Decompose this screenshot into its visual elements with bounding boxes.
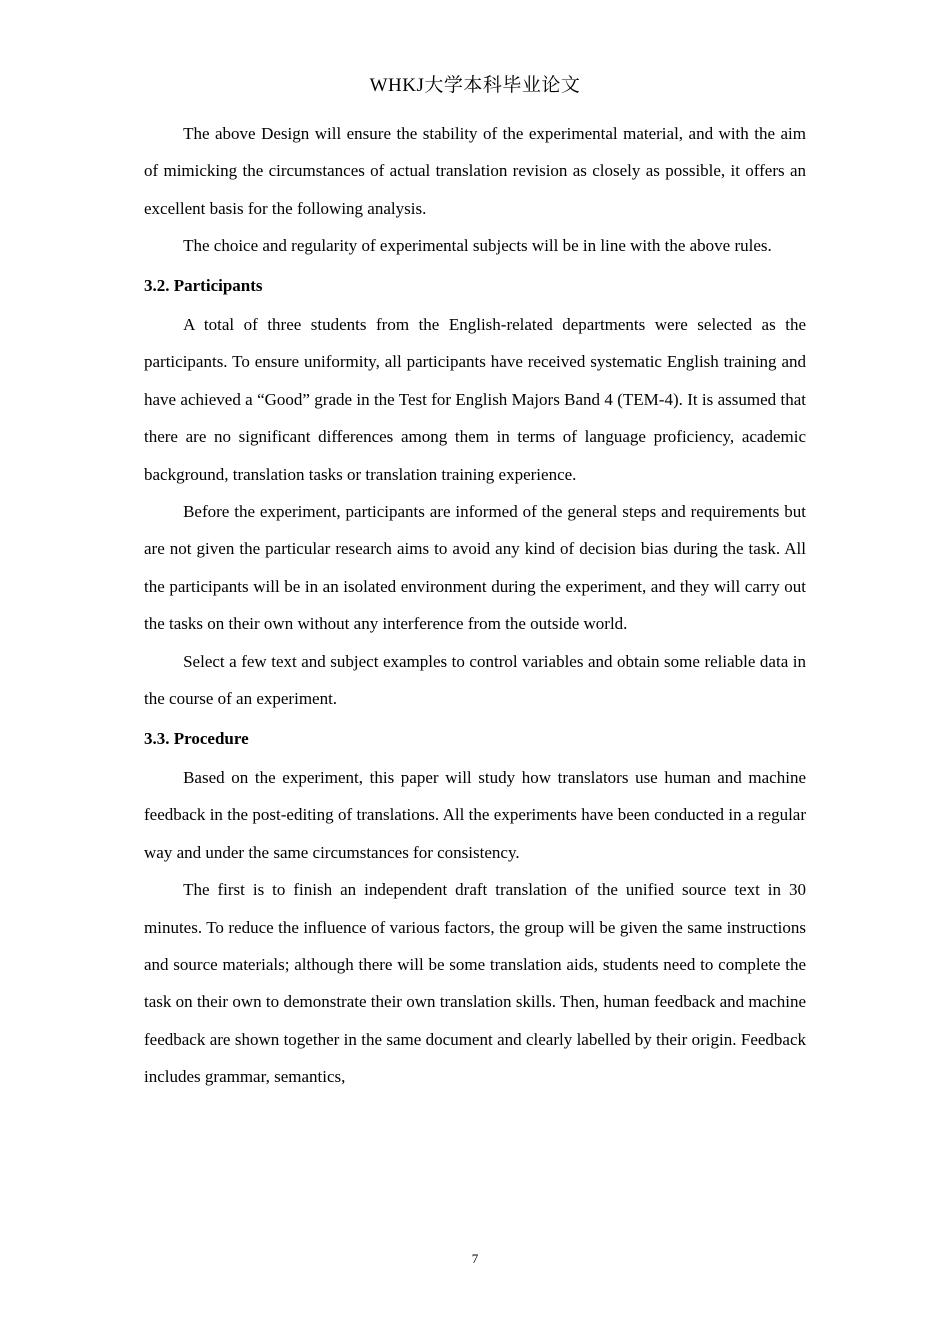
page-number: 7: [471, 1251, 479, 1266]
section-heading-participants: 3.2. Participants: [144, 275, 263, 295]
page-header: WHKJ大学本科毕业论文: [369, 75, 581, 96]
paragraph-select-examples: Select a few text and subject examples to control variables and obtain some reliable data in the course of an experiment.: [144, 651, 806, 709]
paragraph-procedure-overview: Based on the experiment, this paper will study how translators use human and machine feedback in the post-editing of translations. All the experiments have been conducted in a regular way and under the same circumstances for consistency.: [144, 767, 806, 862]
body-text: [144, 115, 806, 1096]
section-heading-procedure: 3.3. Procedure: [144, 728, 249, 748]
paragraph-before-experiment: Before the experiment, participants are informed of the general steps and requirements but are not given the particular research aims to avoid any kind of decision bias during the task. All the participants will be in an isolated environment during the experiment, and they will carry out the tasks on their own without any interference from the outside world.: [144, 502, 806, 634]
paragraph-design-stability: The above Design will ensure the stability of the experimental material, and with the aim of mimicking the circumstances of actual translation revision as closely as possible, it offers an excellent basis for the following analysis.: [144, 124, 806, 218]
paragraph-procedure-first-step: The first is to finish an independent draft translation of the unified source text in 30 minutes. To reduce the influence of various factors, the group will be given the same instructions and source materials; although there will be some translation aids, students need to complete the task on their own to demonstrate their own translation skills. Then, human feedback and machine feedback are shown together in the same document and clearly labelled by their origin. Feedback includes grammar, semantics,: [144, 880, 806, 1087]
paragraph-participants: A total of three students from the English-related departments were selected as the participants. To ensure uniformity, all participants have received systematic English training and have achieved a “Good” grade in the Test for English Majors Band 4 (TEM-4). It is assumed that there are no significant differences among them in terms of language proficiency, academic background, translation tasks or translation training experience.: [144, 315, 806, 484]
paragraph-subject-choice: The choice and regularity of experimental subjects will be in line with the above rules.: [183, 236, 772, 256]
